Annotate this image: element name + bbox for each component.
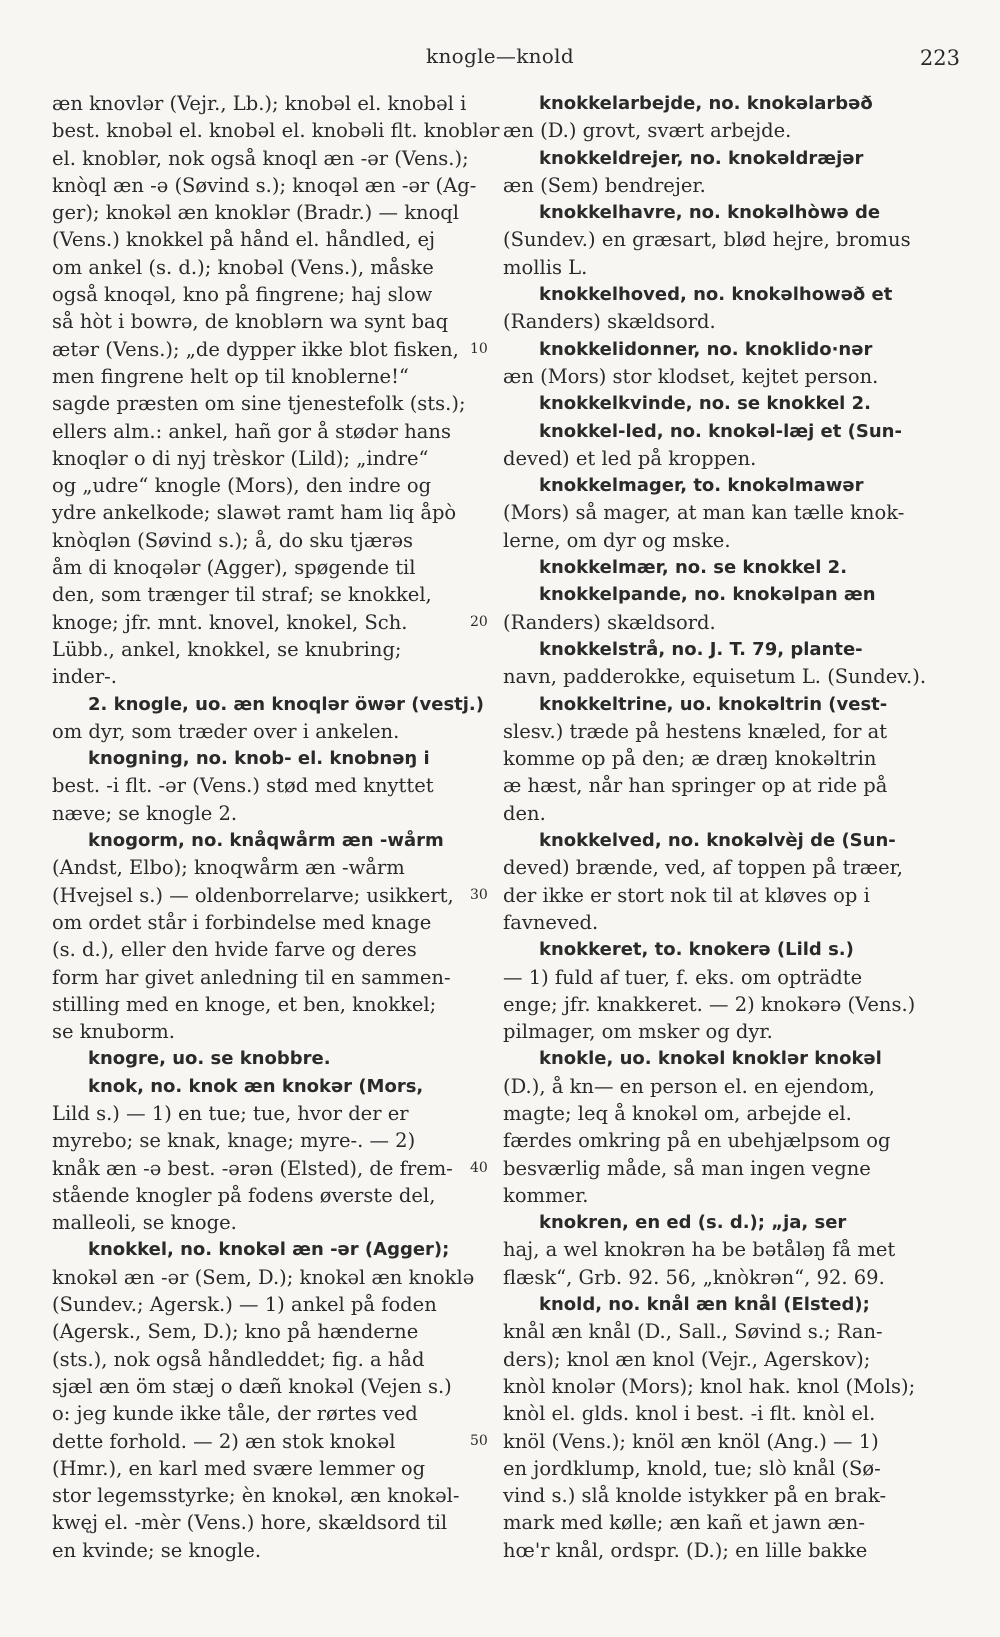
entry-text-line: knoge; jfr. mnt. knovel, knokel, Sch. — [52, 610, 408, 634]
entry-text-line: stående knogler på fodens øverste del, — [52, 1183, 436, 1207]
entry-text-line: magte; leq å knokəl om, arbejde el. — [503, 1101, 852, 1125]
page-header — [0, 44, 1000, 74]
entry-text-line: om dyr, som træder over i ankelen. — [52, 719, 400, 743]
entry-text-line: (Mors) så mager, at man kan tælle knok- — [503, 501, 905, 525]
entry-text-line: knål æn knål (D., Sall., Søvind s.; Ran- — [503, 1320, 883, 1344]
entry-text-line: pilmager, om msker og dyr. — [503, 1020, 773, 1044]
entry-text-line: også knoqəl, kno på fingrene; haj slow — [52, 283, 433, 307]
entry-text-line: knokəl æn -ər (Sem, D.); knokəl æn knoklə — [52, 1265, 475, 1289]
entry-text-line: o: jeg kunde ikke tåle, der rørtes ved — [52, 1402, 418, 1426]
entry-text-line: stor legemsstyrke; èn knokəl, æn knokəl- — [52, 1484, 460, 1508]
entry-text-line: kwęj el. -mèr (Vens.) hore, skældsord til — [52, 1511, 448, 1535]
entry-text-line: (Andst, Elbo); knoqwårm æn -wårm — [52, 856, 405, 880]
entry-text-line: Lübb., ankel, knokkel, se knubring; — [52, 637, 402, 661]
entry-text-line: haj, a wel knokrən ha be bətåləŋ få met — [503, 1238, 896, 1262]
entry-text-line: el. knoblər, nok også knoql æn -ər (Vens.); — [52, 146, 469, 170]
entry-text-line: æn (Mors) stor klodset, kejtet person. — [503, 364, 879, 388]
entry-text-line: ætər (Vens.); „de dypper ikke blot fisken, — [52, 337, 459, 361]
entry-text-line: slesv.) træde på hestens knæled, for at — [503, 719, 888, 743]
entry-text-line: knòqlən (Søvind s.); å, do sku tjærəs — [52, 528, 414, 552]
entry-text-line: om ordet står i forbindelse med knage — [52, 910, 432, 934]
entry-headword-line: knogorm, no. knåqwårm æn -wårm — [88, 830, 444, 852]
entry-text-line: (s. d.), eller den hvide farve og deres — [52, 938, 417, 962]
entry-text-line: ders); knol æn knol (Vejr., Agerskov); — [503, 1347, 871, 1371]
entry-text-line: best. -i flt. -ər (Vens.) stød med knyttet — [52, 774, 434, 798]
right-column — [503, 90, 933, 1564]
margin-line-number: 50 — [470, 1432, 488, 1449]
entry-text-line: best. knobəl el. knobəl el. knobəli flt. knoblər — [52, 119, 500, 143]
entry-text-line: stilling med en knoge, et ben, knokkel; — [52, 992, 437, 1016]
entry-text-line: knåk æn -ə best. -ərən (Elsted), de frem- — [52, 1156, 453, 1180]
entry-text-line: den. — [503, 801, 546, 825]
entry-text-line: æn (Sem) bendrejer. — [503, 173, 706, 197]
entry-headword-line: knokkelpande, no. knokəlpan æn — [539, 584, 876, 606]
margin-line-number: 30 — [470, 886, 488, 903]
entry-text-line: besværlig måde, så man ingen vegne — [503, 1156, 871, 1180]
entry-text-line: inder-. — [52, 665, 117, 689]
entry-headword-line: knokkel, no. knokəl æn -ər (Agger); — [88, 1239, 450, 1261]
entry-text-line: deved) et led på kroppen. — [503, 446, 757, 470]
entry-text-line: form har givet anledning til en sammen- — [52, 965, 451, 989]
margin-line-number: 40 — [470, 1159, 488, 1176]
entry-text-line: knoqlər o di nyj trèskor (Lild); „indre“ — [52, 446, 429, 470]
entry-text-line: sjæl æn öm stæj o dæñ knokəl (Vejen s.) — [52, 1374, 452, 1398]
entry-headword-line: knokkeret, to. knokerə (Lild s.) — [539, 939, 854, 961]
entry-text-line: Lild s.) — 1) en tue; tue, hvor der er — [52, 1101, 409, 1125]
entry-text-line: favneved. — [503, 910, 599, 934]
entry-headword-line: knokkelkvinde, no. se knokkel 2. — [539, 393, 871, 415]
running-head: knogle—knold — [426, 44, 574, 68]
entry-text-line: (Hmr.), en karl med svære lemmer og — [52, 1456, 426, 1480]
entry-text-line: sagde præsten om sine tjenestefolk (sts.); — [52, 392, 466, 416]
entry-text-line: mollis L. — [503, 255, 588, 279]
entry-text-line: så hòt i bowrə, de knoblərn wa synt baq — [52, 310, 449, 334]
entry-headword-line: knokkelved, no. knokəlvèj de (Sun- — [539, 830, 896, 852]
entry-headword-line: knokkelmager, to. knokəlmawər — [539, 475, 864, 497]
entry-headword-line: knogning, no. knob- el. knobnəŋ i — [88, 748, 430, 770]
entry-headword-line: knokkel-led, no. knokəl-læj et (Sun- — [539, 420, 902, 442]
entry-text-line: æ hæst, når han springer op at ride på — [503, 774, 888, 798]
entry-text-line: en jordklump, knold, tue; slò knål (Sø- — [503, 1456, 881, 1480]
entry-text-line: (Hvejsel s.) — oldenborrelarve; usikkert, — [52, 883, 454, 907]
entry-headword-line: knokkeltrine, uo. knokəltrin (vest- — [539, 693, 888, 715]
entry-text-line: den, som trænger til straf; se knokkel, — [52, 583, 432, 607]
entry-headword-line: 2. knogle, uo. æn knoqlər öwər (vestj.) — [88, 693, 484, 715]
entry-text-line: deved) brænde, ved, af toppen på træer, — [503, 856, 904, 880]
entry-headword-line: knokkeldrejer, no. knokəldræjər — [539, 147, 864, 169]
entry-headword-line: knogre, uo. se knobbre. — [88, 1048, 331, 1070]
entry-text-line: æn (D.) grovt, svært arbejde. — [503, 119, 792, 143]
entry-headword-line: knok, no. knok æn knokər (Mors, — [88, 1075, 424, 1097]
entry-headword-line: knokren, en ed (s. d.); „ja, ser — [539, 1212, 847, 1234]
entry-text-line: men fingrene helt op til knoblerne!“ — [52, 364, 409, 388]
entry-text-line: (sts.), nok også håndleddet; fig. a håd — [52, 1347, 425, 1371]
entry-text-line: komme op på den; æ dræŋ knokəltrin — [503, 747, 877, 771]
entry-text-line: (D.), å kn— en person el. en ejendom, — [503, 1074, 875, 1098]
page-number: 223 — [919, 46, 960, 70]
entry-text-line: myrebo; se knak, knage; myre-. — 2) — [52, 1129, 416, 1153]
entry-headword-line: knokle, uo. knokəl knoklər knokəl — [539, 1048, 882, 1070]
entry-text-line: færdes omkring på en ubehjælpsom og — [503, 1129, 891, 1153]
entry-text-line: en kvinde; se knogle. — [52, 1538, 262, 1562]
entry-text-line: se knuborm. — [52, 1020, 175, 1044]
entry-text-line: knòl el. glds. knol i best. -i flt. knòl el. — [503, 1402, 876, 1426]
entry-text-line: ellers alm.: ankel, hañ gor å stødər hans — [52, 419, 451, 443]
entry-text-line: og „udre“ knogle (Mors), den indre og — [52, 474, 432, 498]
entry-text-line: knöl (Vens.); knöl æn knöl (Ang.) — 1) — [503, 1429, 879, 1453]
entry-text-line: vind s.) slå knolde istykker på en brak- — [503, 1484, 887, 1508]
entry-text-line: (Randers) skældsord. — [503, 610, 716, 634]
entry-text-line: malleoli, se knoge. — [52, 1211, 237, 1235]
entry-headword-line: knokkelidonner, no. knoklido·nər — [539, 338, 873, 360]
entry-text-line: (Agersk., Sem, D.); kno på hænderne — [52, 1320, 419, 1344]
entry-headword-line: knokkelstrå, no. J. T. 79, plante- — [539, 638, 863, 660]
entry-text-line: der ikke er stort nok til at kløves op i — [503, 883, 870, 907]
entry-text-line: (Vens.) knokkel på hånd el. håndled, ej — [52, 228, 436, 252]
left-column — [52, 90, 500, 1564]
entry-headword-line: knokkelmær, no. se knokkel 2. — [539, 557, 848, 579]
entry-text-line: — 1) fuld af tuer, f. eks. om opträdte — [503, 965, 863, 989]
entry-text-line: hœ'r knål, ordspr. (D.); en lille bakke — [503, 1538, 868, 1562]
entry-text-line: om ankel (s. d.); knobəl (Vens.), måske — [52, 255, 434, 279]
entry-text-line: næve; se knogle 2. — [52, 801, 238, 825]
entry-text-line: ger); knokəl æn knoklər (Bradr.) — knoql — [52, 201, 460, 225]
entry-headword-line: knokkelhoved, no. knokəlhowəð et — [539, 284, 893, 306]
entry-text-line: åm di knoqələr (Agger), spøgende til — [52, 556, 416, 580]
entry-text-line: (Randers) skældsord. — [503, 310, 716, 334]
entry-text-line: flæsk“, Grb. 92. 56, „knòkrən“, 92. 69. — [503, 1265, 885, 1289]
entry-text-line: kommer. — [503, 1183, 589, 1207]
entry-text-line: dette forhold. — 2) æn stok knokəl — [52, 1429, 396, 1453]
entry-headword-line: knokkelhavre, no. knokəlhòwə de — [539, 202, 881, 224]
margin-line-number: 10 — [470, 340, 488, 357]
margin-line-number: 20 — [470, 613, 488, 630]
entry-text-line: (Sundev.) en græsart, blød hejre, bromus — [503, 228, 911, 252]
entry-text-line: mark med kølle; æn kañ et jawn æn- — [503, 1511, 865, 1535]
entry-text-line: (Sundev.; Agersk.) — 1) ankel på foden — [52, 1293, 437, 1317]
entry-headword-line: knokkelarbejde, no. knokəlarbəð — [539, 93, 873, 114]
entry-text-line: enge; jfr. knakkeret. — 2) knokərə (Vens.) — [503, 992, 916, 1016]
entry-headword-line: knold, no. knål æn knål (Elsted); — [539, 1294, 870, 1316]
entry-text-line: lerne, om dyr og mske. — [503, 528, 731, 552]
entry-text-line: knòql æn -ə (Søvind s.); knoqəl æn -ər (Ag- — [52, 173, 477, 197]
entry-text-line: knòl knolər (Mors); knol hak. knol (Mols); — [503, 1374, 916, 1398]
entry-text-line: navn, padderokke, equisetum L. (Sundev.). — [503, 665, 927, 689]
entry-text-line: æn knovlər (Vejr., Lb.); knobəl el. knobəl i — [52, 92, 467, 115]
entry-text-line: ydre ankelkode; slawət ramt ham liq åpò — [52, 501, 457, 525]
